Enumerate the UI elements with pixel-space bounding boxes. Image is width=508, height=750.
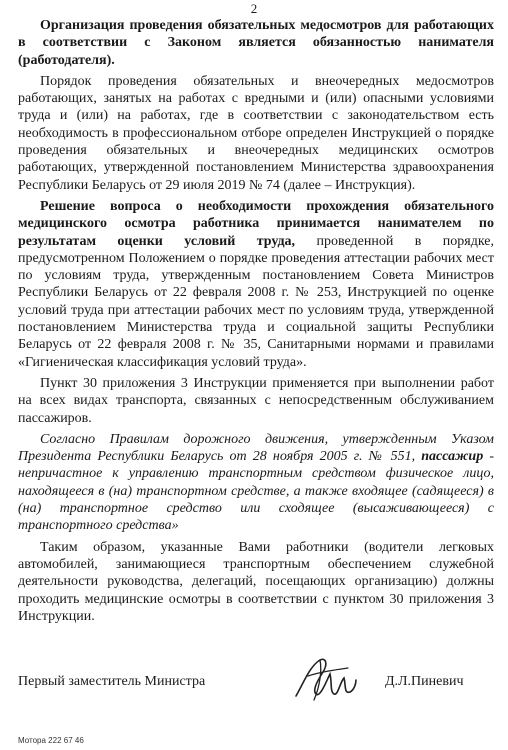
signatory-name: Д.Л.Пиневич [385, 674, 464, 689]
handwritten-signature [290, 652, 360, 704]
footer-note: Мотора 222 67 46 [18, 736, 84, 745]
paragraph-4 [18, 431, 494, 535]
paragraph-2 [18, 198, 494, 371]
paragraph-1: Порядок проведения обязательных и внеочередных медосмотров работающих, занятых на работах с вредными и (или) опасными условиями труда и (или) на работах, где в соответствии с законодательством есть необходимость в профессиональном отборе определен Инструкцией о порядке проведения обязательных и внеочередных медицинских осмотров работающих, утвержденной постановлением Министерства здравоохранения Республики Беларусь от 29 июля 2019 № 74 (далее – Инструкция). [18, 73, 494, 193]
paragraph-4-italic: Согласно Правилам дорожного движения, утвержденным Указом Президента Республики Беларусь от 28 ноября 2005 г. № 551, [18, 431, 494, 465]
paragraph-2-bold: Решение вопроса о необходимости прохождения обязательного медицинского осмотра работника принимается нанимателем по результатам оценки условий труда, [18, 198, 494, 249]
passenger-term: пассажир [421, 449, 484, 465]
paragraph-5: Таким образом, указанные Вами работники (водители легковых автомобилей, занимающиеся транспортным обеспечением служебной деятельности руководства, делегаций, посещающих организацию) должны проходить медицинские осмотры в соответствии с пунктом 30 приложения 3 Инструкции. [18, 539, 494, 624]
signature-block [18, 674, 494, 724]
paragraph-3: Пункт 30 приложения 3 Инструкции применяется при выполнении работ на всех видах транспорта, связанных с непосредственным обслуживанием пассажиров. [18, 375, 494, 426]
document-body [18, 17, 494, 625]
heading-text: Организация проведения обязательных медосмотров для работающих в соответствии с Законом является обязанностью нанимателя (работодателя). [18, 18, 494, 68]
signatory-position: Первый заместитель Министра [18, 674, 206, 689]
paragraph-2-text: проведенной в порядке, предусмотренном Положением о порядке проведения аттестации рабочих мест по условиям труда, утвержденным постановлением Совета Министров Республики Беларусь от 22 февраля 2008 г. № 253, Инструкцией по оценке условий труда при аттестации рабочих мест по условиям труда, утвержденной постановлением Министерства труда и социальной защиты Республики Беларусь от 22 февраля 2008 г. № 35, Санитарными нормами и правилами «Гигиеническая классификация условий труда». [18, 233, 494, 370]
heading-paragraph [18, 17, 494, 69]
paragraph-4-definition: - непричастное к управлению транспортным средством физическое лицо, находящееся в (на) транспортном средстве, а также входящее (садящееся) в (на) транспортное средство или сходящее (высаживающееся) с транспортного средства» [18, 449, 494, 534]
page-number: 2 [250, 1, 258, 16]
